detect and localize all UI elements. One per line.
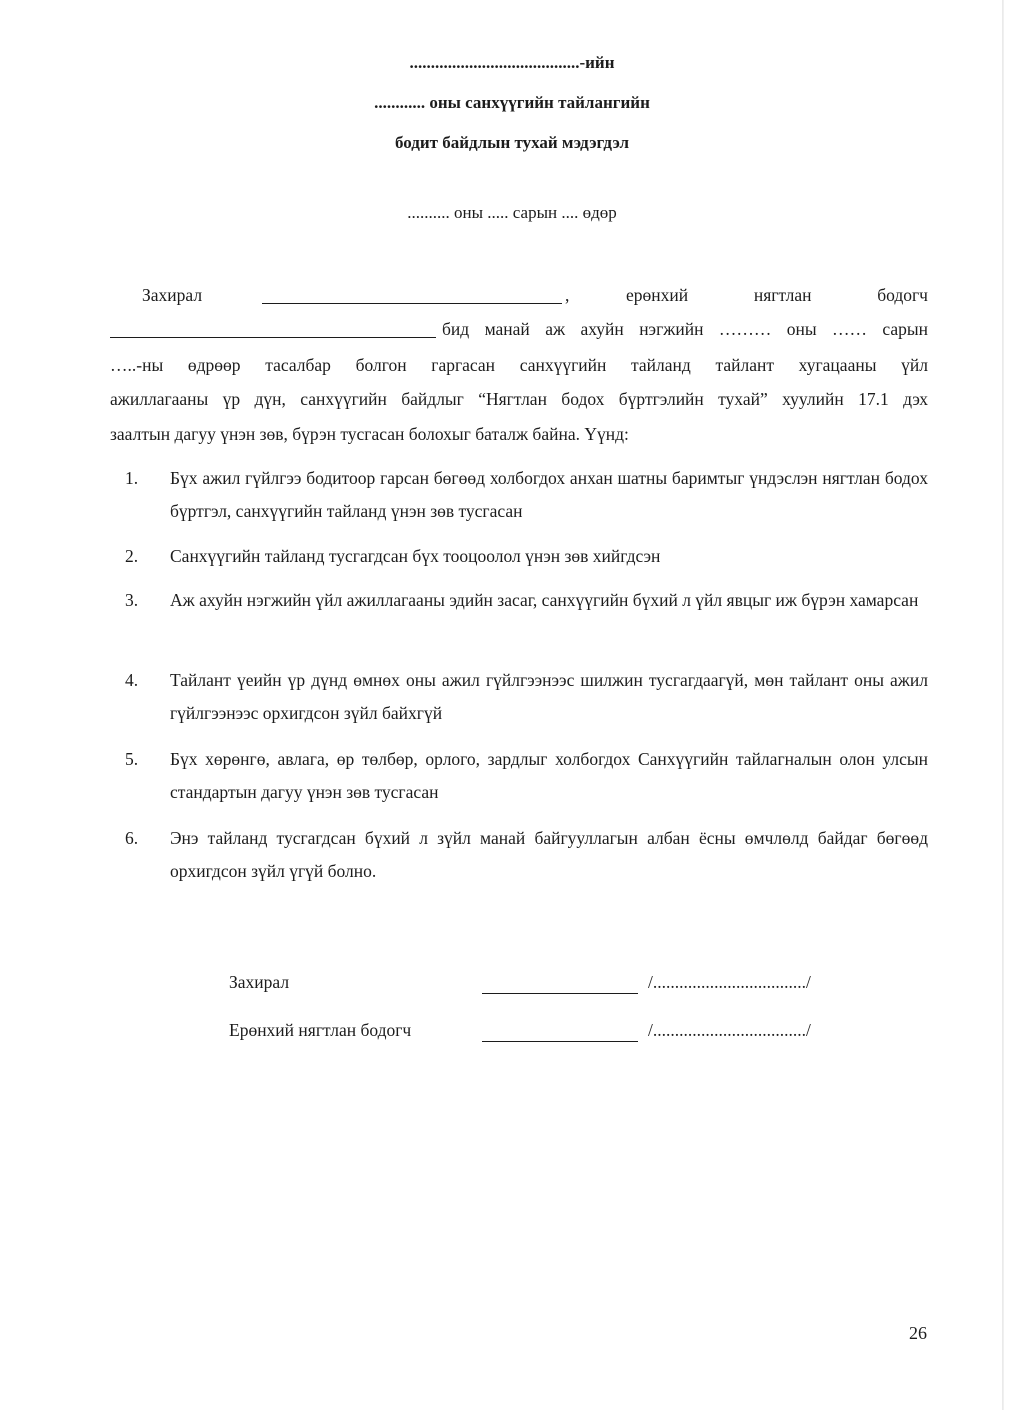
word: аж	[545, 319, 566, 339]
list-text: Бүх ажил гүйлгээ бодитоор гарсан бөгөөд холбогдох анхан шатны баримтыг үндэслэн нягтлан бодох бүртгэл, санхүүгийн тайланд үнэн зөв тусгасан	[170, 468, 928, 521]
page-number: 26	[909, 1323, 927, 1343]
word: бодогч	[877, 285, 928, 305]
organization-name-line: ........................................-ийн	[409, 53, 615, 72]
list-number: 4.	[125, 670, 139, 690]
list-text: Энэ тайланд тусгагдсан бүхий л зүйл манай байгууллагын албан ёсны өмчлөлд байдаг бөгөөд орхигдсон зүйл үгүй болно.	[170, 828, 928, 881]
chief-accountant-words	[626, 284, 928, 306]
comma: ,	[565, 285, 570, 305]
word: бид	[442, 319, 470, 339]
word: ……	[831, 319, 867, 339]
intro-line-3: …..-ны өдрөөр тасалбар болгон гаргасан санхүүгийн тайланд тайлант хугацааны үйл	[110, 355, 928, 375]
signature-line	[482, 1022, 638, 1042]
word: ерөнхий	[626, 285, 689, 305]
director-name-blank	[262, 284, 562, 304]
list-number: 5.	[125, 749, 139, 769]
report-year-line: ............ оны санхүүгийн тайлангийн	[374, 93, 650, 112]
word: ………	[718, 319, 772, 339]
intro-line-4: ажиллагааны үр дүн, санхүүгийн байдлыг “Нягтлан бодох бүртгэлийн тухай” хуулийн 17.1 дэх	[110, 389, 928, 409]
signature-row-chief-accountant	[0, 1020, 1024, 1050]
chief-accountant-name-blank	[110, 318, 436, 338]
intro-line-5: заалтын дагуу үнэн зөв, бүрэн тусгасан болохыг баталж байна. Үүнд:	[110, 424, 629, 444]
signature-line	[482, 974, 638, 994]
list-number: 6.	[125, 828, 139, 848]
word: оны	[786, 319, 817, 339]
signature-label: Ерөнхий нягтлан бодогч	[229, 1020, 412, 1040]
signature-name-placeholder: /.................................../	[648, 1020, 811, 1040]
list-text: Аж ахуйн нэгжийн үйл ажиллагааны эдийн засаг, санхүүгийн бүхий л үйл явцыг иж бүрэн хамарсан	[170, 590, 919, 610]
word: манай	[484, 319, 530, 339]
date-line: .......... оны ..... сарын .... өдөр	[407, 203, 617, 222]
word: нэгжийн	[639, 319, 704, 339]
signature-label: Захирал	[229, 972, 290, 992]
statement-title: бодит байдлын тухай мэдэгдэл	[394, 133, 630, 152]
director-label: Захирал	[142, 285, 203, 305]
intro-line-2-text	[442, 318, 928, 340]
word: сарын	[882, 319, 928, 339]
list-text: Тайлант үеийн үр дүнд өмнөх оны ажил гүйлгээнээс шилжин тусгагдаагүй, мөн тайлант оны ажил гүйлгээнээс орхигдсон зүйл байхгүй	[170, 670, 928, 723]
list-text: Санхүүгийн тайланд тусгагдсан бүх тооцоолол үнэн зөв хийгдсэн	[170, 546, 661, 566]
word: нягтлан	[753, 285, 812, 305]
list-number: 3.	[125, 590, 139, 610]
signature-name-placeholder: /.................................../	[648, 972, 811, 992]
word: ахуйн	[580, 319, 624, 339]
list-text: Бүх хөрөнгө, авлага, өр төлбөр, орлого, зардлыг холбогдох Санхүүгийн тайлагналын олон улсын стандартын дагуу үнэн зөв тусгасан	[170, 749, 928, 802]
list-number: 2.	[125, 546, 139, 566]
signature-row-director	[0, 972, 1024, 1002]
list-number: 1.	[125, 468, 139, 488]
